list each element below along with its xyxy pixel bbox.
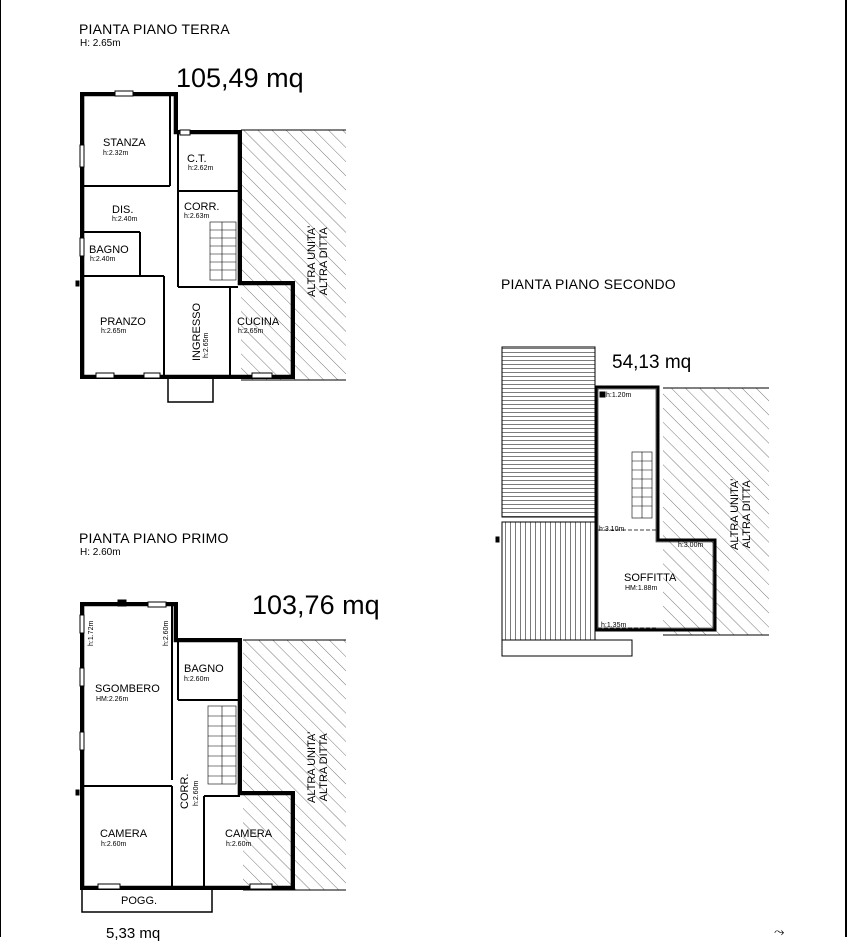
room-bagno-name: BAGNO xyxy=(89,244,129,256)
first-wall-height-left: h:1.72m xyxy=(88,620,95,646)
room-pranzo-height: h:2.65m xyxy=(101,328,127,335)
second-other-unit-line2: ALTRA DITTA xyxy=(741,480,753,549)
room-sgombero-height: HM:2.26m xyxy=(96,696,129,703)
ground-floor-area: 105,49 mq xyxy=(176,63,304,93)
room-camera-1-name: CAMERA xyxy=(100,828,148,840)
second-floor-area: 54,13 mq xyxy=(612,352,692,373)
second-height-a: h:1.20m xyxy=(606,392,632,399)
room-corr1-name: CORR. xyxy=(179,773,191,809)
room-corr-height: h:2.63m xyxy=(184,213,210,220)
room-bagno1-name: BAGNO xyxy=(184,663,224,675)
ground-other-unit-line1: ALTRA UNITA' xyxy=(306,225,318,297)
room-pogg-name: POGG. xyxy=(121,895,158,907)
room-camera-1-height: h:2.60m xyxy=(101,841,127,848)
first-other-unit-line1: ALTRA UNITA' xyxy=(306,731,318,803)
ground-floor-height: H: 2.65m xyxy=(80,38,121,49)
room-pranzo-name: PRANZO xyxy=(100,316,146,328)
room-cucina-name: CUCINA xyxy=(237,316,280,328)
room-cucina-height: h:2.65m xyxy=(238,328,264,335)
second-other-unit-line1: ALTRA UNITA' xyxy=(729,478,741,550)
second-height-c: h:3.00m xyxy=(678,542,704,549)
first-floor-height: H: 2.60m xyxy=(80,547,121,558)
second-other-unit-label xyxy=(729,479,753,550)
second-height-b: h:3.10m xyxy=(599,526,625,533)
room-stanza-height: h:2.32m xyxy=(103,150,129,157)
ground-floor-title: PIANTA PIANO TERRA xyxy=(79,21,230,37)
first-floor-area: 103,76 mq xyxy=(252,590,380,620)
room-sgombero-name: SGOMBERO xyxy=(95,683,160,695)
first-wall-height-right: h:2.60m xyxy=(163,620,170,646)
second-floor-title: PIANTA PIANO SECONDO xyxy=(501,276,676,292)
room-bagno-height: h:2.40m xyxy=(90,256,116,263)
first-floor-title: PIANTA PIANO PRIMO xyxy=(79,530,229,546)
room-ct-name: C.T. xyxy=(187,153,207,165)
page-turn-icon[interactable]: ⤳ xyxy=(774,924,785,939)
room-camera-2-name: CAMERA xyxy=(225,828,273,840)
balcony-area: 5,33 mq xyxy=(106,925,161,942)
room-bagno1-height: h:2.60m xyxy=(184,676,210,683)
first-other-unit-line2: ALTRA DITTA xyxy=(318,733,330,802)
room-ingresso-height: h:2.65m xyxy=(203,332,210,358)
room-dis-name: DIS. xyxy=(112,204,134,216)
room-camera-2-height: h:2.60m xyxy=(226,841,252,848)
ground-other-unit-label xyxy=(306,226,330,297)
room-corr1-height: h:2.60m xyxy=(193,780,200,806)
second-height-d: h:1.35m xyxy=(601,622,627,629)
page-left-border xyxy=(0,0,1,937)
room-soffitta-name: SOFFITTA xyxy=(624,572,677,584)
first-other-unit-label xyxy=(306,732,330,803)
roof-hatch-horizontal xyxy=(502,347,595,517)
roof-hatch-vertical xyxy=(502,522,595,640)
ground-other-unit-line2: ALTRA DITTA xyxy=(318,227,330,296)
room-soffitta-height: HM:1.88m xyxy=(625,585,658,592)
room-ct-height: h:2.62m xyxy=(188,165,214,172)
room-corr-name: CORR. xyxy=(184,201,220,213)
room-stanza-name: STANZA xyxy=(103,137,146,149)
room-dis-height: h:2.40m xyxy=(112,216,138,223)
room-ingresso-name: INGRESSO xyxy=(191,302,203,361)
